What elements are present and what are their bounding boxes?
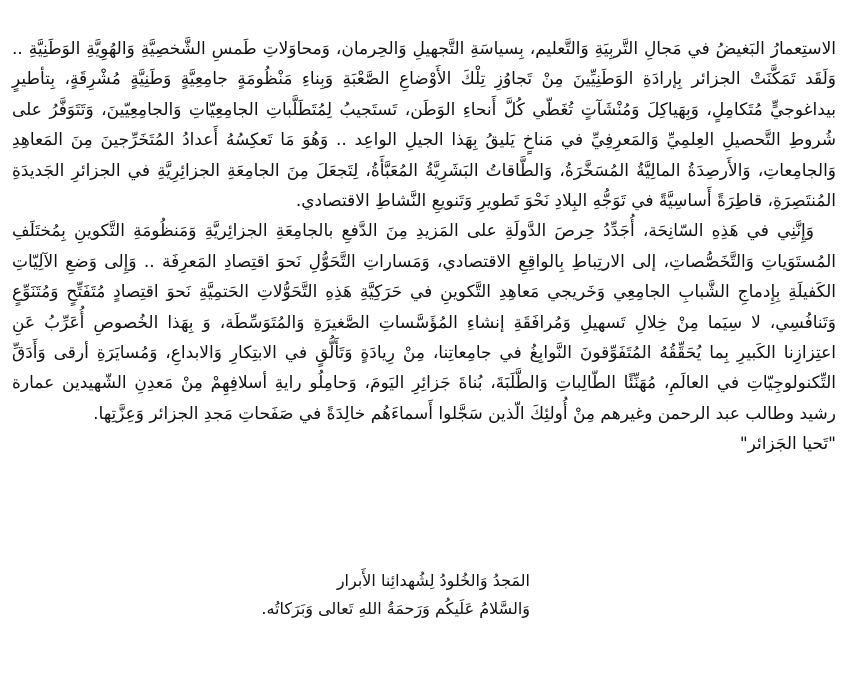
speech-body [12, 34, 836, 460]
signoff-line-1: المَجدُ وَالخُلودُ لِشُهدائِنا الأَبرار [336, 571, 530, 590]
paragraph-1: الاستِعمارُ البَغيضُ في مَجالِ التَّربِيَةِ وَالتَّعليم، بِسياسَةِ التَّجهيلِ وَالحِرمان، وَمحاوَلاتِ طَمسِ الشَّخصِيَّةِ وَالهُوِيَّةِ الوَطَنِيَّةِ .. وَلَقَد تَمَكَّنَتْ الجزائر بِإرادَةِ الوَطَنِيِّينَ مِنْ تَجاوُزِ تِلْكَ الأَوْضاعِ الصَّعْبَةِ وَبِناءِ مَنْظُومَةٍ جامِعِيَّةٍ وَطَنِيَّةٍ مُشْرِقَةٍ، بِتأطيرٍ بيداغوجيٍّ مُتَكامِلٍ، وَبِهَياكِلَ وَمُنْشَآتٍ تُغَطّي كُلَّ أَنحاءِ الوَطَن، تَستَجيبُ لِمُتَطَلَّباتِ الجامِعِيّاتِ وَالجامِعِيّينَ، وَتَتَوَفَّرُ على شُروطِ التَّحصيلِ العِلمِيِّ وَالمَعرِفِيِّ في مَناخٍ يَليقُ بِهَذا الجيلِ الواعِد .. وَهُوَ مَا تَعكِسُهُ أَعدادُ المُتَخَرِّجينَ مِنَ المَعاهِدِ وَالجامِعاتِ، وَالأَرصِدَةُ المالِيَّةُ المُسَخَّرَةُ، وَالطَّاقاتُ البَشَرِيَّةُ المُعَبَّأَةُ، لِتَجعَلَ مِنَ الجامِعَةِ الجزائِرِيَّةِ في الجزائرِ الجَديدَةِ المُنتَصِرَةِ، قاطِرَةً أَساسِيَّةً في تَوَجُّهِ البِلادِ نَحْوَ تَطويرِ وَتَنويعِ النَّشاطِ الاقتصادي. [12, 39, 836, 212]
paragraph-2: وَإِنَّنِي في هَذِهِ السّانِحَة، أُجَدِّدُ حِرصَ الدَّولَةِ على المَزيدِ مِنَ الدَّفعِ بالجامِعَةِ الجزائِريَّةِ وَمَنظُومَةِ التَّكوينِ بِمُختَلَفِ المُستَوَياتِ وَالتَّخَصُّصاتِ، إلى الارتِباطِ بِالواقِعِ الاقتصادي، وَمَساراتِ التَّحَوُّلِ نَحوَ اقتِصادِ المَعرِفَة .. وَإِلى وَضعِ الآلِيّاتِ الكَفيلَةِ بِإِدماجِ الشَّبابِ الجامِعِي وَخَريجي مَعاهِدِ التَّكوينِ في حَرَكِيَّةِ هَذِهِ التَّحَوُّلاتِ الحَتمِيَّةِ نَحوَ اقتِصادٍ مُتَفَتِّحٍ وَمُتَنَوِّعٍ وَتَنافُسِي، لا سِيَما مِنْ خِلالِ تَسهيلِ وَمُرافَقَةِ إنشاءِ المُؤَسَّساتِ الصَّغيرَةِ وَالمُتَوَسِّطَة، وَ بِهَذا الخُصوصِ أُعَرِّبُ عَنِ اعتِزازِنا الكَبيرِ بِما يُحَقِّقُهُ المُتَفَوِّقونَ النَّوابِغُ في جامِعاتِنا، مِنْ رِيادَةٍ وَتَأَلُّقٍ في الابتِكارِ وَالابداعِ، وَمُسايَرَةِ أرقى وَأَدَقِّ التِّكنولوجِيّاتِ في العالَمِ، مُهَنِّئًا الطّالِباتِ وَالطَّلَبَةَ، بُناةَ جَزائِرِ اليَومَ، وَحامِلُو رايةِ أسلافِهِمْ مِنْ مَعدِنِ الشّهيدين عمارة رشيد وطالب عبد الرحمن وغيرهم مِنْ أُولئِكَ الّذين سَجَّلوا أَسماءَهُم خالِدَةً في صَفَحاتِ مَجدِ الجزائر وَعِزَّتِها. [12, 221, 836, 424]
slogan: "تَحيا الجَزائر" [739, 434, 836, 455]
signoff-line-2: وَالسَّلامُ عَلَيكُم وَرَحمَةُ اللهِ تَعالى وَبَرَكاتُه. [261, 599, 530, 618]
signoff-block [261, 567, 530, 623]
